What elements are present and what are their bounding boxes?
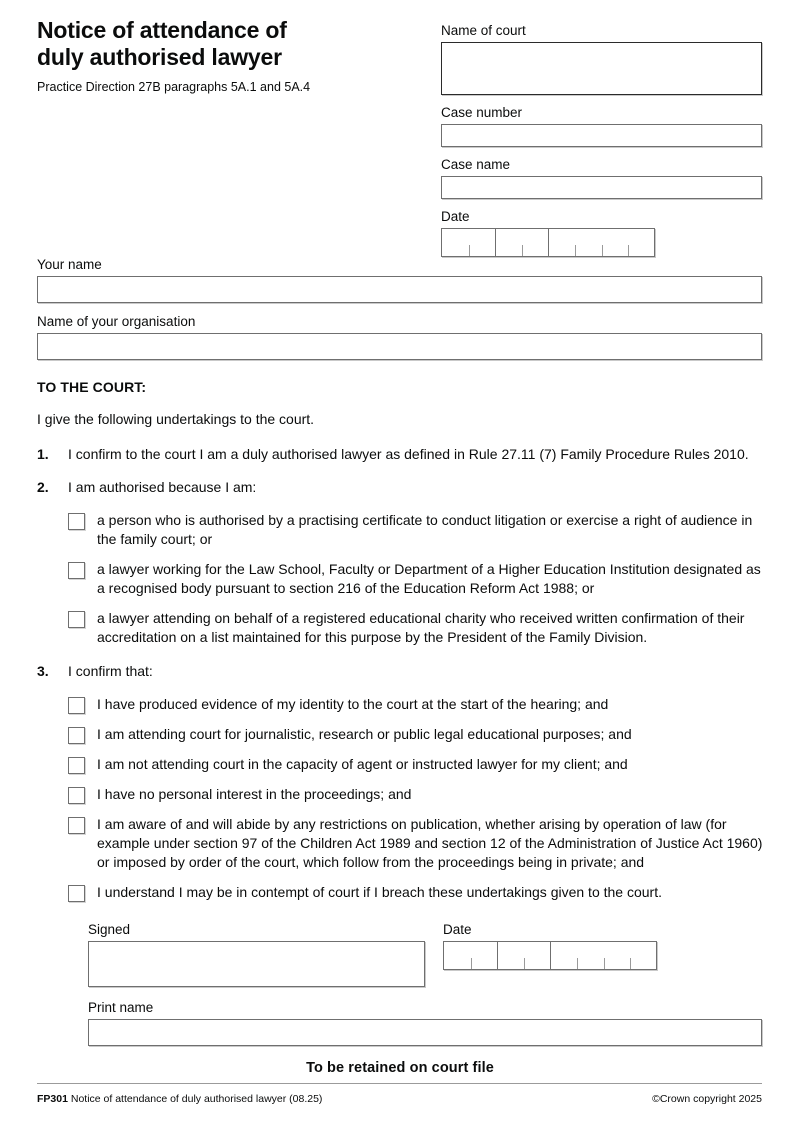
signature-input[interactable] bbox=[88, 941, 425, 987]
checkbox-confirmation-6-label: I understand I may be in contempt of court if I breach these undertakings given to the court. bbox=[97, 884, 662, 900]
undertaking-item-3-text: I confirm that: bbox=[68, 663, 153, 679]
date-day-input[interactable] bbox=[442, 229, 495, 256]
date-year-divider-tick-1 bbox=[575, 245, 576, 256]
signature-section bbox=[88, 921, 762, 1046]
date-label: Date bbox=[441, 209, 470, 224]
title-block bbox=[37, 17, 417, 95]
list-item[interactable] bbox=[68, 511, 765, 549]
signature-date-year-divider-tick-3 bbox=[630, 958, 631, 969]
signature-date-block bbox=[443, 921, 657, 970]
checkbox-confirmation-6[interactable] bbox=[68, 885, 85, 902]
date-year-divider-tick-3 bbox=[628, 245, 629, 256]
page-subtitle: Practice Direction 27B paragraphs 5A.1 and 5A.4 bbox=[37, 80, 311, 94]
signature-date-month-input[interactable] bbox=[497, 942, 550, 969]
page-title-line1: Notice of attendance of bbox=[37, 17, 287, 43]
page-title-line2: duly authorised lawyer bbox=[37, 44, 282, 70]
date-month-divider-tick bbox=[522, 245, 523, 256]
organisation-input[interactable] bbox=[37, 333, 762, 360]
page-footer bbox=[37, 1092, 762, 1106]
your-name-input[interactable] bbox=[37, 276, 762, 303]
date-day-divider-tick bbox=[469, 245, 470, 256]
print-name-label: Print name bbox=[88, 1000, 154, 1015]
to-the-court-heading: TO THE COURT: bbox=[37, 379, 147, 395]
signature-date-label: Date bbox=[443, 922, 472, 937]
checkbox-confirmation-3[interactable] bbox=[68, 757, 85, 774]
date-year-input[interactable] bbox=[548, 229, 654, 256]
undertaking-item-2 bbox=[37, 478, 765, 497]
date-input-group[interactable] bbox=[441, 228, 655, 257]
name-of-court-input[interactable] bbox=[441, 42, 762, 95]
authorisation-options-list bbox=[68, 511, 765, 647]
footer-form-description: Notice of attendance of duly authorised lawyer (08.25) bbox=[70, 1093, 323, 1105]
checkbox-confirmation-1-label: I have produced evidence of my identity to the court at the start of the hearing; and bbox=[97, 696, 609, 712]
list-item[interactable] bbox=[68, 755, 765, 774]
checkbox-confirmation-5-label: I am aware of and will abide by any restrictions on publication, whether arising by operation of law (for example under section 97 of the Children Act 1989 and section 12 of the Administration of Justice Act 1960) or imposed by order of the court, which follow from the proceedings being in private; and bbox=[97, 816, 763, 870]
signature-date-year-input[interactable] bbox=[550, 942, 656, 969]
list-item[interactable] bbox=[68, 725, 765, 744]
name-of-court-label: Name of court bbox=[441, 23, 526, 38]
undertaking-item-3-number: 3. bbox=[37, 663, 49, 679]
your-name-label: Your name bbox=[37, 257, 102, 272]
court-details-block bbox=[441, 22, 762, 257]
checkbox-confirmation-3-label: I am not attending court in the capacity of agent or instructed lawyer for my client; and bbox=[97, 756, 628, 772]
signature-date-input-group[interactable] bbox=[443, 941, 657, 970]
footer-form-code: FP301 bbox=[37, 1093, 68, 1105]
footer-form-reference bbox=[37, 1092, 322, 1106]
undertaking-item-1 bbox=[37, 445, 765, 464]
case-number-label: Case number bbox=[441, 105, 523, 120]
signature-date-year-divider-tick-1 bbox=[577, 958, 578, 969]
case-name-input[interactable] bbox=[441, 176, 762, 199]
list-item[interactable] bbox=[68, 815, 765, 872]
signature-date-month-divider-tick bbox=[524, 958, 525, 969]
undertaking-item-1-text: I confirm to the court I am a duly authorised lawyer as defined in Rule 27.11 (7) Family Procedure Rules 2010. bbox=[68, 446, 749, 462]
undertaking-item-1-number: 1. bbox=[37, 446, 49, 462]
checkbox-authorisation-1-label: a person who is authorised by a practising certificate to conduct litigation or exercise a right of audience in the family court; or bbox=[97, 512, 753, 547]
checkbox-confirmation-5[interactable] bbox=[68, 817, 85, 834]
checkbox-confirmation-2-label: I am attending court for journalistic, research or public legal educational purposes; and bbox=[97, 726, 632, 742]
case-name-label: Case name bbox=[441, 157, 511, 172]
list-item[interactable] bbox=[68, 609, 765, 647]
undertaking-item-3 bbox=[37, 662, 765, 681]
checkbox-authorisation-2[interactable] bbox=[68, 562, 85, 579]
applicant-details-block bbox=[37, 256, 762, 360]
checkbox-authorisation-2-label: a lawyer working for the Law School, Faculty or Department of a Higher Education Institution designated as a recognised body pursuant to section 216 of the Education Reform Act 1988; or bbox=[97, 561, 761, 596]
checkbox-confirmation-1[interactable] bbox=[68, 697, 85, 714]
signature-date-day-divider-tick bbox=[471, 958, 472, 969]
checkbox-authorisation-1[interactable] bbox=[68, 513, 85, 530]
footer-divider bbox=[37, 1083, 762, 1084]
confirmation-options-list bbox=[68, 695, 765, 902]
print-name-input[interactable] bbox=[88, 1019, 762, 1046]
signed-block bbox=[88, 921, 425, 987]
undertaking-item-2-number: 2. bbox=[37, 479, 49, 495]
checkbox-confirmation-4-label: I have no personal interest in the proceedings; and bbox=[97, 786, 412, 802]
undertaking-item-2-text: I am authorised because I am: bbox=[68, 479, 257, 495]
list-item[interactable] bbox=[68, 785, 765, 804]
undertakings-section bbox=[37, 378, 765, 913]
footer-copyright: ©Crown copyright 2025 bbox=[652, 1093, 762, 1105]
list-item[interactable] bbox=[68, 695, 765, 714]
checkbox-confirmation-2[interactable] bbox=[68, 727, 85, 744]
date-month-input[interactable] bbox=[495, 229, 548, 256]
signature-date-year-divider-tick-2 bbox=[604, 958, 605, 969]
undertakings-lead-text: I give the following undertakings to the court. bbox=[37, 411, 315, 427]
date-year-divider-tick-2 bbox=[602, 245, 603, 256]
list-item[interactable] bbox=[68, 560, 765, 598]
list-item[interactable] bbox=[68, 883, 765, 902]
checkbox-authorisation-3-label: a lawyer attending on behalf of a registered educational charity who received written confirmation of their accreditation on a list maintained for this purpose by the President of the Family Division. bbox=[97, 610, 745, 645]
retain-notice: To be retained on court file bbox=[306, 1060, 494, 1076]
organisation-label: Name of your organisation bbox=[37, 314, 196, 329]
checkbox-authorisation-3[interactable] bbox=[68, 611, 85, 628]
checkbox-confirmation-4[interactable] bbox=[68, 787, 85, 804]
case-number-input[interactable] bbox=[441, 124, 762, 147]
signature-date-day-input[interactable] bbox=[444, 942, 497, 969]
signed-label: Signed bbox=[88, 922, 131, 937]
page-title bbox=[37, 17, 417, 71]
